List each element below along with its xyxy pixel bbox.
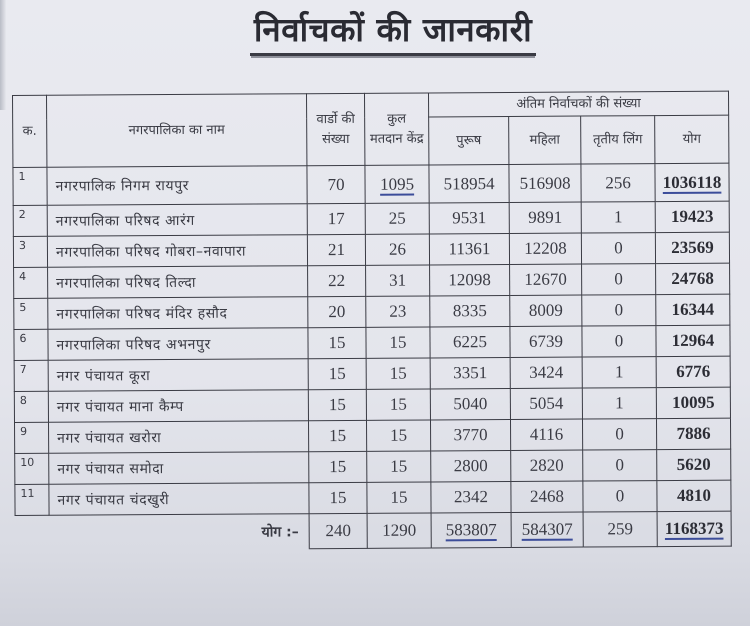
cell-serial: 3 [13,236,47,267]
voters-table-container [12,91,731,551]
cell-total: 16344 [656,294,730,325]
cell-total: 10095 [656,387,730,418]
cell-wards: 20 [308,296,366,327]
summary-row [15,511,731,550]
cell-polling-stations: 25 [365,203,429,234]
cell-name: नगरपालिक निगम रायपुर [47,166,307,206]
cell-wards: 15 [308,420,366,451]
cell-name: नगर पंचायत चंदखुरी [49,483,309,516]
cell-total: 1036118 [655,163,729,201]
cell-serial: 6 [14,329,48,360]
cell-male: 12098 [430,264,510,295]
cell-wards: 15 [309,451,367,482]
cell-female: 4116 [510,419,582,450]
table-row [13,232,729,267]
cell-third-gender: 1 [582,388,656,419]
header-wards: वार्डो की संख्या [306,93,364,165]
cell-name: नगर पंचायत खरोरा [48,421,308,454]
header-polling-stations: कुल मतदान केंद्र [364,93,428,165]
cell-polling-stations: 23 [366,296,430,327]
cell-female: 9891 [509,202,581,233]
voters-table [12,91,732,551]
header-final-voters-group: अंतिम निर्वाचकों की संख्या [428,91,728,117]
cell-wards: 22 [308,265,366,296]
cell-female: 3424 [510,357,582,388]
cell-name: नगर पंचायत समोदा [49,452,309,485]
cell-male: 3351 [430,357,510,388]
cell-male: 9531 [429,202,509,233]
summary-polling-stations: 1290 [367,513,431,548]
cell-third-gender: 1 [581,202,655,233]
cell-male: 5040 [430,388,510,419]
cell-name: नगरपालिका परिषद अभनपुर [48,328,308,361]
header-total: योग [655,115,729,163]
cell-polling-stations: 1095 [365,165,429,203]
cell-name: नगर पंचायत माना कैम्प [48,390,308,423]
cell-total: 4810 [657,480,731,511]
table-row [15,418,731,453]
cell-male: 6225 [430,326,510,357]
table-row [14,325,730,360]
cell-total: 23569 [655,232,729,263]
cell-wards: 15 [308,358,366,389]
cell-wards: 70 [307,165,365,203]
cell-total: 19423 [655,201,729,232]
cell-total: 24768 [656,263,730,294]
cell-female: 12670 [510,264,582,295]
cell-polling-stations: 15 [367,482,431,513]
cell-serial: 4 [14,267,48,298]
cell-third-gender: 1 [582,357,656,388]
cell-female: 5054 [510,388,582,419]
cell-third-gender: 256 [581,164,655,202]
cell-serial: 11 [15,484,49,515]
cell-wards: 15 [309,482,367,513]
summary-label: योग :– [15,514,309,551]
cell-serial: 7 [14,360,48,391]
summary-male: 583807 [431,512,511,547]
cell-name: नगर पंचायत कूरा [48,359,308,392]
cell-male: 8335 [430,295,510,326]
cell-wards: 15 [308,327,366,358]
cell-third-gender: 0 [582,295,656,326]
cell-male: 2800 [431,450,511,481]
cell-female: 516908 [509,164,581,202]
cell-third-gender: 0 [581,233,655,264]
table-row [14,263,730,298]
cell-third-gender: 0 [583,450,657,481]
cell-total: 6776 [656,356,730,387]
cell-serial: 8 [14,391,48,422]
cell-third-gender: 0 [582,264,656,295]
cell-serial: 5 [14,298,48,329]
cell-wards: 15 [308,389,366,420]
cell-polling-stations: 15 [366,389,430,420]
table-row [14,294,730,329]
header-third-gender: तृतीय लिंग [581,116,655,164]
table-row [14,387,730,422]
cell-third-gender: 0 [582,326,656,357]
table-row [15,449,731,484]
cell-female: 6739 [510,326,582,357]
header-name: नगरपालिका का नाम [47,94,307,168]
table-row [15,480,731,515]
cell-wards: 21 [307,234,365,265]
cell-polling-stations: 15 [366,358,430,389]
title-container [0,6,750,56]
summary-female: 584307 [511,512,583,547]
cell-third-gender: 0 [582,419,656,450]
cell-polling-stations: 15 [367,451,431,482]
cell-female: 2468 [511,481,583,512]
cell-male: 11361 [429,233,509,264]
table-row [14,356,730,391]
cell-name: नगरपालिका परिषद तिल्दा [48,266,308,299]
cell-name: नगरपालिका परिषद आरंग [47,204,307,237]
cell-wards: 17 [307,203,365,234]
cell-total: 5620 [657,449,731,480]
cell-male: 2342 [431,481,511,512]
cell-female: 2820 [511,450,583,481]
cell-female: 12208 [509,233,581,264]
table-row [13,163,729,205]
cell-male: 3770 [430,419,510,450]
cell-serial: 2 [13,205,47,236]
cell-female: 8009 [510,295,582,326]
cell-serial: 9 [15,422,49,453]
table-row [13,201,729,236]
cell-polling-stations: 26 [365,234,429,265]
header-serial: क. [13,95,47,167]
cell-total: 7886 [656,418,730,449]
summary-wards: 240 [309,513,367,548]
summary-total: 1168373 [657,511,731,546]
cell-polling-stations: 31 [366,265,430,296]
summary-third-gender: 259 [583,512,657,547]
cell-male: 518954 [429,164,509,202]
cell-serial: 10 [15,453,49,484]
cell-serial: 1 [13,167,47,205]
document-title: निर्वाचकों की जानकारी [250,6,536,56]
cell-total: 12964 [656,325,730,356]
cell-polling-stations: 15 [366,420,430,451]
header-female: महिला [509,116,581,164]
cell-third-gender: 0 [583,481,657,512]
cell-polling-stations: 15 [366,327,430,358]
cell-name: नगरपालिका परिषद गोबरा–नवापारा [47,235,307,268]
cell-name: नगरपालिका परिषद मंदिर हसौद [48,297,308,330]
header-male: पुरूष [429,116,509,164]
